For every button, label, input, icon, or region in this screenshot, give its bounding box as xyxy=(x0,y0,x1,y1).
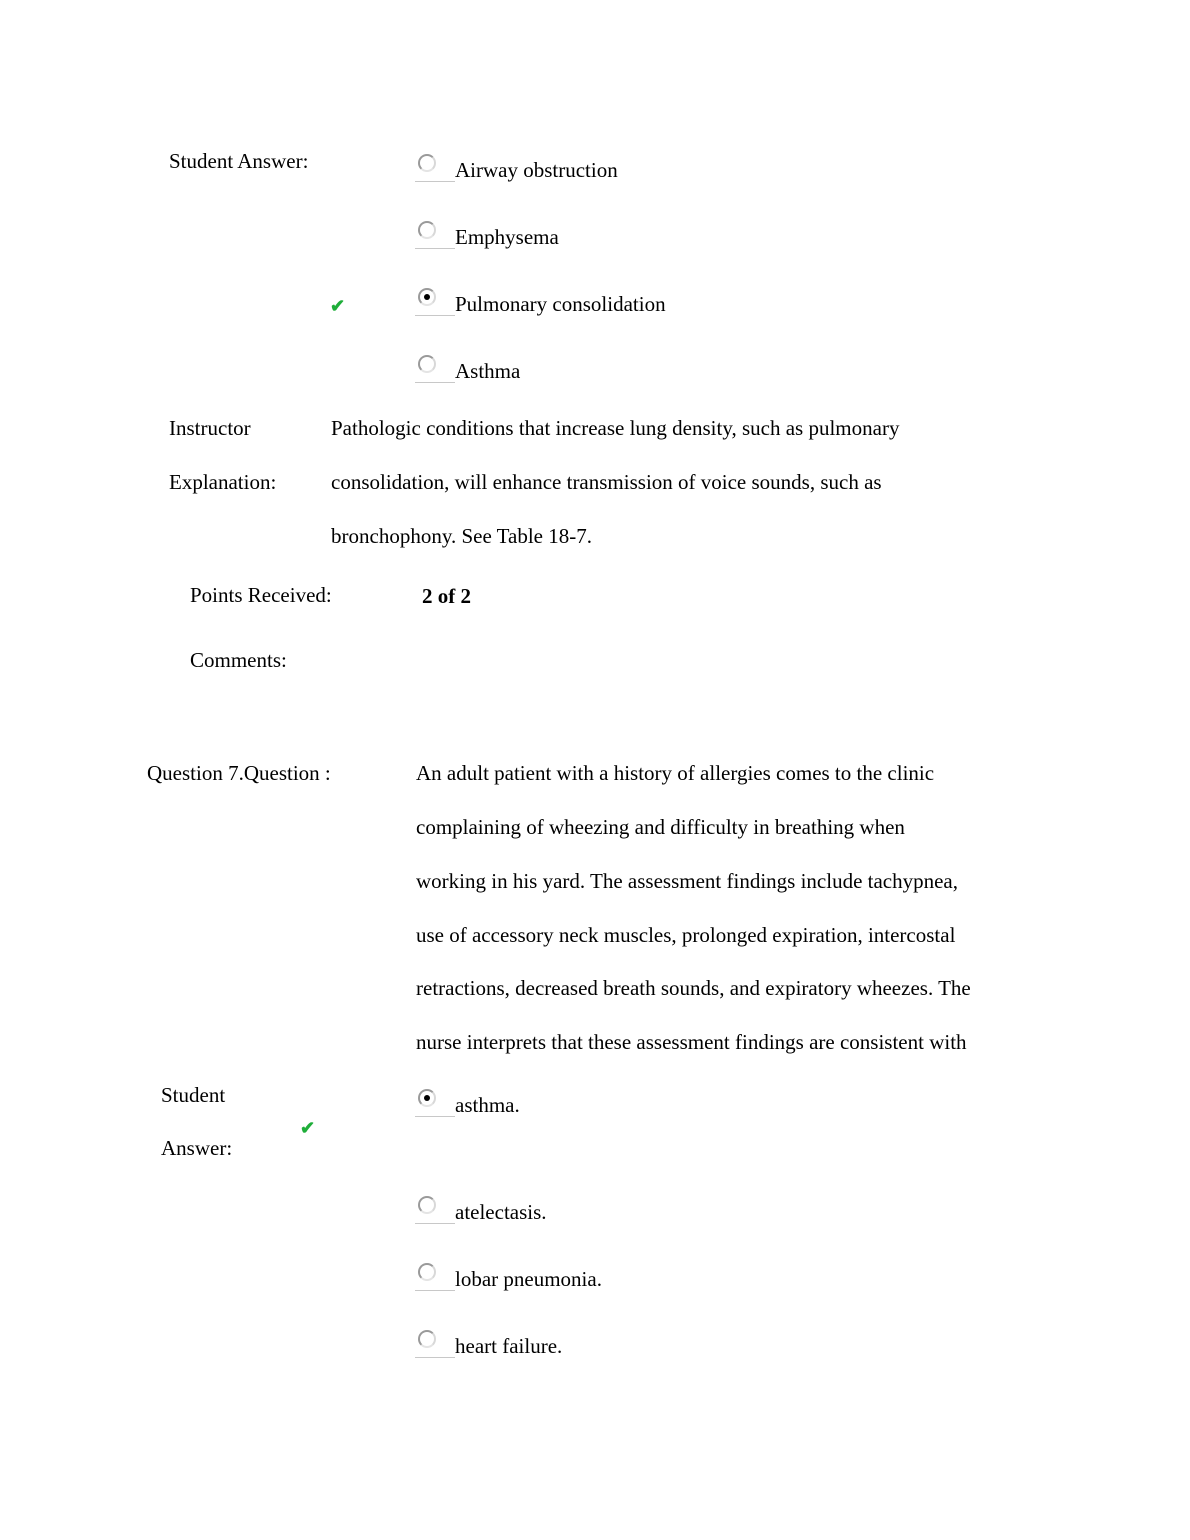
divider xyxy=(415,1357,455,1358)
question-line: retractions, decreased breath sounds, and expiratory wheezes. The xyxy=(416,976,971,1000)
explanation-line: Pathologic conditions that increase lung density, such as pulmonary xyxy=(331,416,900,440)
explanation-line: consolidation, will enhance transmission of voice sounds, such as xyxy=(331,470,882,494)
option-label: lobar pneumonia. xyxy=(455,1267,602,1291)
answer-label: Answer: xyxy=(161,1136,233,1160)
student-label: Student xyxy=(161,1083,226,1107)
comments-label: Comments: xyxy=(190,648,287,672)
radio-button[interactable] xyxy=(418,1263,436,1281)
question-line: An adult patient with a history of allergies comes to the clinic xyxy=(416,761,935,785)
option-label: Airway obstruction xyxy=(455,158,618,182)
divider xyxy=(415,248,455,249)
option-label: asthma. xyxy=(455,1093,520,1117)
divider xyxy=(415,1223,455,1224)
option-label: atelectasis. xyxy=(455,1200,547,1224)
option-label: Emphysema xyxy=(455,225,559,249)
explanation-line: bronchophony. See Table 18-7. xyxy=(331,524,592,548)
divider xyxy=(415,315,455,316)
instructor-label: Instructor xyxy=(169,416,251,440)
divider xyxy=(415,181,455,182)
points-label: Points Received: xyxy=(190,583,332,607)
check-icon: ✔ xyxy=(300,1118,316,1138)
question-label: Question 7.Question : xyxy=(147,761,331,785)
radio-button[interactable] xyxy=(418,1196,436,1214)
divider xyxy=(415,382,455,383)
points-value: 2 of 2 xyxy=(422,584,471,608)
radio-button[interactable] xyxy=(418,154,436,172)
question-line: use of accessory neck muscles, prolonged expiration, intercostal xyxy=(416,923,956,947)
radio-button[interactable] xyxy=(418,355,436,373)
option-label: heart failure. xyxy=(455,1334,563,1358)
check-icon: ✔ xyxy=(330,296,346,316)
radio-button[interactable] xyxy=(418,221,436,239)
radio-button-selected[interactable] xyxy=(418,288,436,306)
radio-button-selected[interactable] xyxy=(418,1089,436,1107)
radio-button[interactable] xyxy=(418,1330,436,1348)
option-label: Asthma xyxy=(455,359,521,383)
question-line: working in his yard. The assessment findings include tachypnea, xyxy=(416,869,959,893)
divider xyxy=(415,1116,455,1117)
question-line: nurse interprets that these assessment findings are consistent with xyxy=(416,1030,967,1054)
divider xyxy=(415,1290,455,1291)
explanation-label: Explanation: xyxy=(169,470,277,494)
question-line: complaining of wheezing and difficulty in breathing when xyxy=(416,815,905,839)
option-label: Pulmonary consolidation xyxy=(455,292,666,316)
student-answer-label: Student Answer: xyxy=(169,149,309,173)
